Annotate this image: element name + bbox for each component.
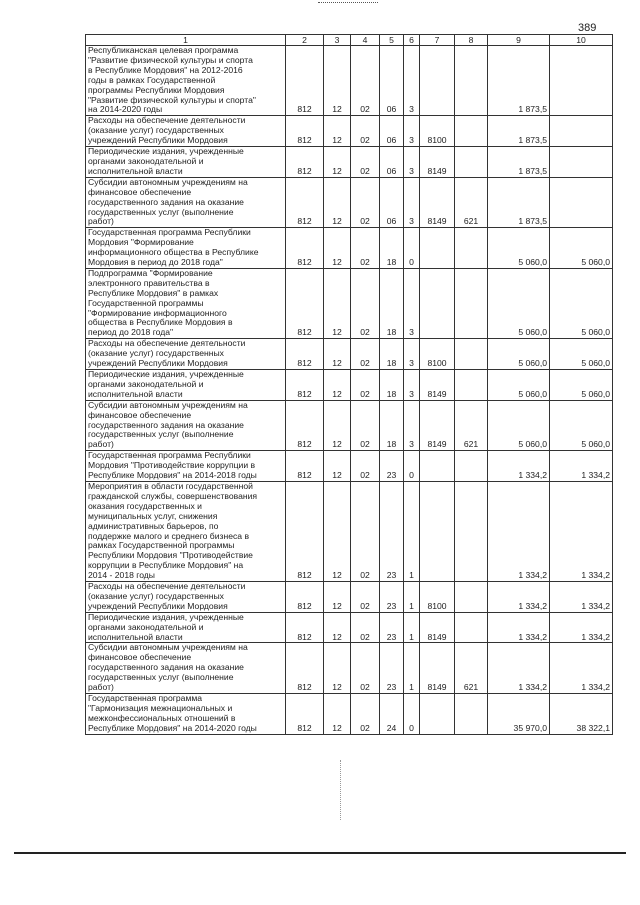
row-cell-col-6: 3 xyxy=(404,116,420,147)
row-cell-col-10: 1 334,2 xyxy=(550,612,613,643)
row-cell-col-4: 02 xyxy=(351,116,380,147)
row-cell-col-3: 12 xyxy=(324,400,351,451)
row-cell-col-5: 18 xyxy=(380,228,404,269)
row-cell-col-10: 1 334,2 xyxy=(550,481,613,581)
row-description: Субсидии автономным учреждениям на финансовое обеспечение государственного задания на оказание государственных услуг (выполнение работ) xyxy=(86,177,286,228)
row-cell-col-3: 12 xyxy=(324,582,351,613)
row-cell-col-8 xyxy=(455,582,488,613)
row-cell-col-4: 02 xyxy=(351,451,380,482)
row-cell-col-3: 12 xyxy=(324,370,351,401)
row-cell-col-2: 812 xyxy=(286,268,324,338)
table-row xyxy=(86,370,613,401)
row-cell-col-2: 812 xyxy=(286,339,324,370)
column-header: 4 xyxy=(351,35,380,46)
row-cell-col-4: 02 xyxy=(351,370,380,401)
row-cell-col-4: 02 xyxy=(351,400,380,451)
row-cell-col-10 xyxy=(550,46,613,116)
column-header: 2 xyxy=(286,35,324,46)
budget-table xyxy=(85,34,613,735)
row-cell-col-8 xyxy=(455,481,488,581)
row-cell-col-2: 812 xyxy=(286,370,324,401)
row-cell-col-5: 18 xyxy=(380,400,404,451)
table-row xyxy=(86,481,613,581)
row-cell-col-7 xyxy=(420,228,455,269)
row-cell-col-7: 8149 xyxy=(420,612,455,643)
column-header: 10 xyxy=(550,35,613,46)
row-cell-col-5: 23 xyxy=(380,451,404,482)
row-cell-col-9: 35 970,0 xyxy=(488,694,550,735)
row-cell-col-7 xyxy=(420,481,455,581)
row-cell-col-9: 1 334,2 xyxy=(488,451,550,482)
row-cell-col-9: 5 060,0 xyxy=(488,339,550,370)
column-header: 7 xyxy=(420,35,455,46)
row-cell-col-4: 02 xyxy=(351,177,380,228)
row-cell-col-4: 02 xyxy=(351,228,380,269)
column-header: 5 xyxy=(380,35,404,46)
row-cell-col-8 xyxy=(455,228,488,269)
row-cell-col-6: 3 xyxy=(404,177,420,228)
row-cell-col-7 xyxy=(420,268,455,338)
row-cell-col-5: 23 xyxy=(380,582,404,613)
row-cell-col-10: 5 060,0 xyxy=(550,228,613,269)
row-cell-col-4: 02 xyxy=(351,481,380,581)
column-header: 1 xyxy=(86,35,286,46)
row-cell-col-6: 3 xyxy=(404,370,420,401)
row-cell-col-6: 3 xyxy=(404,268,420,338)
row-cell-col-9: 1 873,5 xyxy=(488,116,550,147)
row-description: Расходы на обеспечение деятельности (оказание услуг) государственных учреждений Республики Мордовия xyxy=(86,582,286,613)
row-description: Периодические издания, учрежденные органами законодательной и исполнительной власти xyxy=(86,612,286,643)
row-cell-col-7: 8149 xyxy=(420,643,455,694)
row-description: Расходы на обеспечение деятельности (оказание услуг) государственных учреждений Республики Мордовия xyxy=(86,116,286,147)
column-header: 6 xyxy=(404,35,420,46)
row-cell-col-2: 812 xyxy=(286,451,324,482)
row-cell-col-6: 0 xyxy=(404,694,420,735)
row-cell-col-10: 5 060,0 xyxy=(550,370,613,401)
column-header: 9 xyxy=(488,35,550,46)
table-row xyxy=(86,228,613,269)
row-cell-col-3: 12 xyxy=(324,147,351,178)
row-description: Подпрограмма "Формирование электронного правительства в Республике Мордовия" в рамках Государственной программы "Формирование информационного общества в Республике Мордовия в период до 2018 года" xyxy=(86,268,286,338)
row-cell-col-10: 1 334,2 xyxy=(550,582,613,613)
row-cell-col-6: 0 xyxy=(404,451,420,482)
column-header: 8 xyxy=(455,35,488,46)
row-description: Расходы на обеспечение деятельности (оказание услуг) государственных учреждений Республики Мордовия xyxy=(86,339,286,370)
row-cell-col-2: 812 xyxy=(286,694,324,735)
row-cell-col-3: 12 xyxy=(324,177,351,228)
row-cell-col-10: 5 060,0 xyxy=(550,268,613,338)
row-cell-col-3: 12 xyxy=(324,481,351,581)
row-cell-col-5: 06 xyxy=(380,177,404,228)
row-cell-col-7: 8100 xyxy=(420,116,455,147)
row-cell-col-6: 3 xyxy=(404,400,420,451)
row-cell-col-7: 8149 xyxy=(420,400,455,451)
row-cell-col-5: 06 xyxy=(380,116,404,147)
table-row xyxy=(86,582,613,613)
row-cell-col-8 xyxy=(455,370,488,401)
row-cell-col-4: 02 xyxy=(351,643,380,694)
row-cell-col-5: 23 xyxy=(380,481,404,581)
row-cell-col-10: 38 322,1 xyxy=(550,694,613,735)
table-row xyxy=(86,451,613,482)
row-cell-col-5: 06 xyxy=(380,147,404,178)
row-cell-col-4: 02 xyxy=(351,339,380,370)
row-cell-col-9: 5 060,0 xyxy=(488,400,550,451)
row-cell-col-5: 18 xyxy=(380,370,404,401)
row-description: Республиканская целевая программа "Развитие физической культуры и спорта в Республике Мордовия" на 2012-2016 годы в рамках Государственной программы Республики Мордовия "Развитие физической культуры и спорта" на 2014-2020 годы xyxy=(86,46,286,116)
row-cell-col-3: 12 xyxy=(324,228,351,269)
row-cell-col-4: 02 xyxy=(351,268,380,338)
row-cell-col-4: 02 xyxy=(351,612,380,643)
row-cell-col-10: 5 060,0 xyxy=(550,339,613,370)
row-cell-col-9: 1 873,5 xyxy=(488,46,550,116)
table-header-row xyxy=(86,35,613,46)
bottom-rule xyxy=(14,852,626,854)
row-description: Государственная программа "Гармонизация межнациональных и межконфессиональных отношений в Республике Мордовия" на 2014-2020 годы xyxy=(86,694,286,735)
table-row xyxy=(86,268,613,338)
row-cell-col-7: 8149 xyxy=(420,147,455,178)
row-cell-col-4: 02 xyxy=(351,694,380,735)
table-row xyxy=(86,147,613,178)
page-number: 389 xyxy=(578,22,597,34)
row-cell-col-8 xyxy=(455,268,488,338)
row-cell-col-7 xyxy=(420,46,455,116)
row-cell-col-8 xyxy=(455,116,488,147)
row-cell-col-6: 3 xyxy=(404,339,420,370)
row-cell-col-3: 12 xyxy=(324,46,351,116)
row-cell-col-6: 0 xyxy=(404,228,420,269)
row-cell-col-3: 12 xyxy=(324,694,351,735)
row-cell-col-9: 1 334,2 xyxy=(488,643,550,694)
row-cell-col-6: 3 xyxy=(404,147,420,178)
row-cell-col-3: 12 xyxy=(324,451,351,482)
row-cell-col-5: 18 xyxy=(380,268,404,338)
row-cell-col-4: 02 xyxy=(351,147,380,178)
row-description: Периодические издания, учрежденные органами законодательной и исполнительной власти xyxy=(86,147,286,178)
row-cell-col-9: 1 334,2 xyxy=(488,612,550,643)
table-row xyxy=(86,643,613,694)
row-cell-col-8 xyxy=(455,694,488,735)
row-cell-col-8: 621 xyxy=(455,400,488,451)
scan-header-mark xyxy=(318,2,378,7)
row-cell-col-8 xyxy=(455,46,488,116)
row-cell-col-5: 24 xyxy=(380,694,404,735)
row-cell-col-7 xyxy=(420,451,455,482)
row-cell-col-2: 812 xyxy=(286,612,324,643)
row-cell-col-2: 812 xyxy=(286,643,324,694)
row-cell-col-8: 621 xyxy=(455,177,488,228)
row-cell-col-3: 12 xyxy=(324,268,351,338)
row-description: Субсидии автономным учреждениям на финансовое обеспечение государственного задания на оказание государственных услуг (выполнение работ) xyxy=(86,643,286,694)
table-row xyxy=(86,177,613,228)
row-cell-col-8 xyxy=(455,612,488,643)
row-cell-col-10: 5 060,0 xyxy=(550,400,613,451)
row-cell-col-7: 8100 xyxy=(420,339,455,370)
row-cell-col-9: 1 873,5 xyxy=(488,147,550,178)
row-cell-col-9: 1 873,5 xyxy=(488,177,550,228)
row-cell-col-9: 5 060,0 xyxy=(488,268,550,338)
row-cell-col-4: 02 xyxy=(351,46,380,116)
row-cell-col-9: 5 060,0 xyxy=(488,370,550,401)
row-cell-col-2: 812 xyxy=(286,582,324,613)
row-cell-col-2: 812 xyxy=(286,177,324,228)
row-cell-col-6: 1 xyxy=(404,643,420,694)
row-cell-col-4: 02 xyxy=(351,582,380,613)
row-cell-col-7: 8149 xyxy=(420,370,455,401)
row-cell-col-3: 12 xyxy=(324,643,351,694)
row-cell-col-5: 23 xyxy=(380,612,404,643)
row-cell-col-10 xyxy=(550,177,613,228)
scan-artifact xyxy=(340,760,371,820)
table-row xyxy=(86,694,613,735)
row-cell-col-8: 621 xyxy=(455,643,488,694)
row-cell-col-2: 812 xyxy=(286,116,324,147)
row-cell-col-6: 1 xyxy=(404,481,420,581)
row-cell-col-6: 3 xyxy=(404,46,420,116)
row-cell-col-2: 812 xyxy=(286,400,324,451)
column-header: 3 xyxy=(324,35,351,46)
row-cell-col-5: 18 xyxy=(380,339,404,370)
row-cell-col-8 xyxy=(455,451,488,482)
row-cell-col-2: 812 xyxy=(286,228,324,269)
row-description: Мероприятия в области государственной гражданской службы, совершенствования оказания государственных и муниципальных услуг, снижения административных барьеров, по поддержке малого и среднего бизнеса в рамках Государственной программы Республики Мордовия "Противодействие коррупции в Республике Мордовия" на 2014 - 2018 годы xyxy=(86,481,286,581)
row-cell-col-7: 8100 xyxy=(420,582,455,613)
table-body xyxy=(86,46,613,735)
row-cell-col-9: 5 060,0 xyxy=(488,228,550,269)
row-cell-col-2: 812 xyxy=(286,147,324,178)
row-cell-col-10 xyxy=(550,116,613,147)
row-description: Государственная программа Республики Мордовия "Формирование информационного общества в Республике Мордовия в период до 2018 года" xyxy=(86,228,286,269)
table-row xyxy=(86,46,613,116)
row-cell-col-7: 8149 xyxy=(420,177,455,228)
row-description: Государственная программа Республики Мордовия "Противодействие коррупции в Республике Мордовия" на 2014-2018 годы xyxy=(86,451,286,482)
row-cell-col-3: 12 xyxy=(324,612,351,643)
row-description: Субсидии автономным учреждениям на финансовое обеспечение государственного задания на оказание государственных услуг (выполнение работ) xyxy=(86,400,286,451)
row-cell-col-2: 812 xyxy=(286,46,324,116)
row-cell-col-8 xyxy=(455,339,488,370)
row-cell-col-10: 1 334,2 xyxy=(550,643,613,694)
table-row xyxy=(86,612,613,643)
row-cell-col-10: 1 334,2 xyxy=(550,451,613,482)
row-cell-col-2: 812 xyxy=(286,481,324,581)
row-cell-col-8 xyxy=(455,147,488,178)
table-row xyxy=(86,400,613,451)
row-cell-col-9: 1 334,2 xyxy=(488,481,550,581)
row-cell-col-5: 06 xyxy=(380,46,404,116)
row-cell-col-3: 12 xyxy=(324,339,351,370)
row-cell-col-6: 1 xyxy=(404,612,420,643)
table-row xyxy=(86,339,613,370)
row-cell-col-9: 1 334,2 xyxy=(488,582,550,613)
row-description: Периодические издания, учрежденные органами законодательной и исполнительной власти xyxy=(86,370,286,401)
row-cell-col-10 xyxy=(550,147,613,178)
row-cell-col-5: 23 xyxy=(380,643,404,694)
row-cell-col-7 xyxy=(420,694,455,735)
row-cell-col-6: 1 xyxy=(404,582,420,613)
table-row xyxy=(86,116,613,147)
row-cell-col-3: 12 xyxy=(324,116,351,147)
